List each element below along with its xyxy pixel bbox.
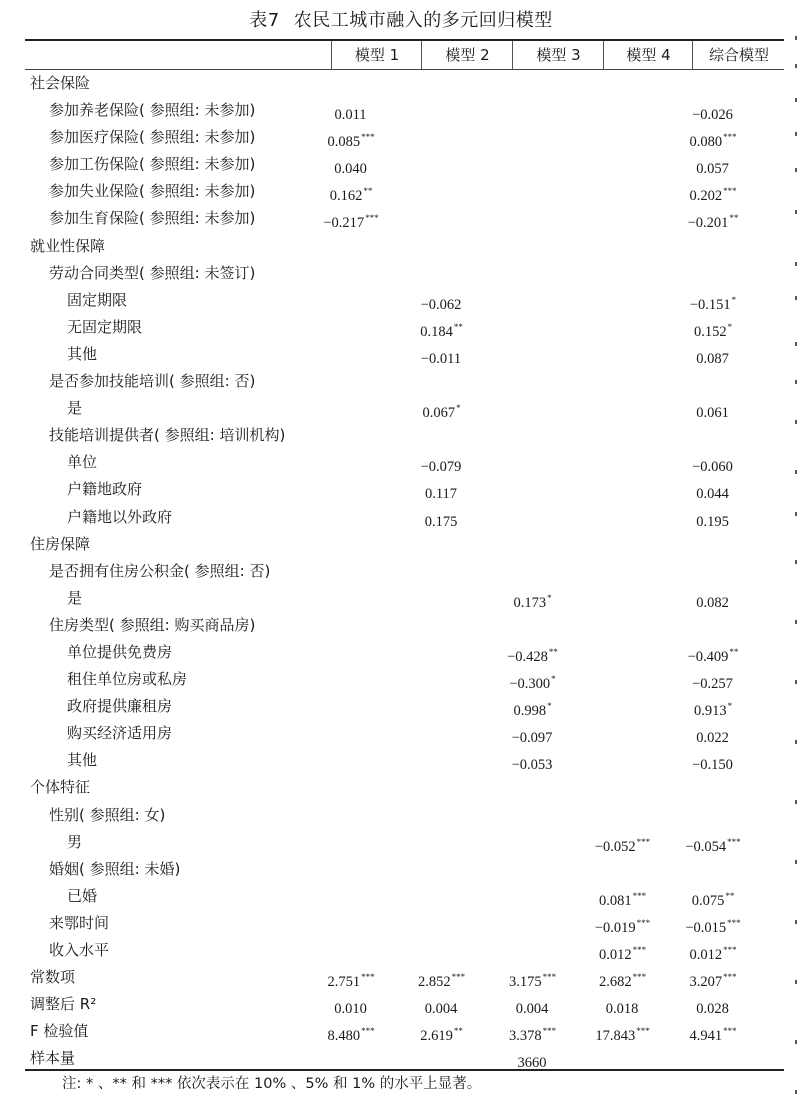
table-row <box>25 720 784 747</box>
table-row <box>25 70 784 97</box>
significance-marker: *** <box>632 890 647 901</box>
table-row <box>25 585 784 612</box>
coefficient-value: 2.682 <box>598 974 632 991</box>
coefficient-value: 0.202 <box>689 188 723 205</box>
significance-marker: *** <box>632 972 647 983</box>
coefficient-value: 3660 <box>517 1055 547 1072</box>
coefficient-cell <box>488 1045 578 1077</box>
coefficient-value: −0.257 <box>692 676 733 693</box>
significance-marker: *** <box>365 213 379 224</box>
significance-marker: *** <box>361 132 375 143</box>
row-label: 购买经济适用房 <box>67 724 173 743</box>
significance-marker: ** <box>725 890 735 901</box>
coefficient-value: 0.081 <box>598 892 632 909</box>
coefficient-value: 0.998 <box>513 703 547 720</box>
table-row <box>25 666 784 693</box>
row-group-label: F 检验值 <box>30 1022 89 1041</box>
significance-marker: *** <box>451 972 466 983</box>
row-label: 无固定期限 <box>67 317 143 336</box>
coefficient-value: 0.085 <box>327 134 361 151</box>
coefficient-value: −0.151 <box>689 296 731 313</box>
coefficient-value: 2.619 <box>420 1028 453 1045</box>
row-label: 已婚 <box>67 886 98 905</box>
coefficient-value: −0.011 <box>420 350 462 367</box>
row-label: 来鄂时间 <box>49 913 110 932</box>
row-label: 是否拥有住房公积金( 参照组: 否) <box>49 561 271 580</box>
significance-marker: *** <box>542 1026 557 1037</box>
table-row <box>25 287 784 314</box>
coefficient-value: −0.053 <box>511 757 553 774</box>
table-row <box>25 368 784 395</box>
coefficient-value: −0.217 <box>323 215 365 232</box>
table-caption: 农民工城市融入的多元回归模型 <box>293 10 553 31</box>
row-label: 户籍地政府 <box>67 480 143 499</box>
coefficient-value: −0.054 <box>685 838 727 855</box>
coefficient-cell <box>578 1045 668 1077</box>
coefficient-value: 0.012 <box>689 947 723 963</box>
row-group-label: 住房保障 <box>30 534 91 553</box>
table-row <box>25 260 784 287</box>
table-row <box>25 1018 784 1045</box>
row-group-label: 样本量 <box>30 1049 76 1068</box>
table-row <box>25 558 784 585</box>
table-row <box>25 747 784 774</box>
coefficient-value: 0.117 <box>424 486 458 503</box>
row-label: 是 <box>67 588 83 607</box>
table-row <box>25 964 784 991</box>
coefficient-value: −0.060 <box>692 459 733 476</box>
coefficient-value: −0.150 <box>692 757 733 774</box>
coefficient-value: 8.480 <box>327 1028 361 1045</box>
table-row <box>25 612 784 639</box>
row-label: 固定期限 <box>67 290 128 309</box>
row-label: 参加养老保险( 参照组: 未参加) <box>49 101 256 120</box>
significance-marker: ** <box>548 646 558 657</box>
significance-marker: *** <box>727 917 741 928</box>
table-row <box>25 829 784 856</box>
table-header-row <box>25 39 784 70</box>
significance-marker: *** <box>723 972 737 983</box>
coefficient-value: 0.075 <box>691 892 725 909</box>
coefficient-value: 2.751 <box>327 974 361 991</box>
row-label: 参加工伤保险( 参照组: 未参加) <box>49 155 256 174</box>
row-label: 参加医疗保险( 参照组: 未参加) <box>49 128 256 147</box>
significance-marker: * <box>547 592 552 603</box>
significance-marker: *** <box>542 972 557 983</box>
table-row <box>25 883 784 910</box>
significance-marker: *** <box>636 1026 650 1037</box>
significance-marker: *** <box>723 945 737 955</box>
coefficient-value: 0.173 <box>513 594 547 611</box>
significance-marker: *** <box>361 972 375 983</box>
row-group-label: 个体特征 <box>30 778 91 797</box>
table-row <box>25 531 784 558</box>
table-row <box>25 151 784 178</box>
row-label: 其他 <box>67 344 98 363</box>
table-row <box>25 395 784 422</box>
row-label: 是 <box>67 399 83 418</box>
coefficient-value: −0.026 <box>692 107 733 124</box>
table-row <box>25 991 784 1018</box>
coefficient-value: 0.057 <box>696 161 729 178</box>
table-row <box>25 774 784 801</box>
table-row <box>25 178 784 205</box>
row-label: 男 <box>67 832 83 851</box>
coefficient-value: −0.409 <box>687 648 729 665</box>
table-row <box>25 802 784 829</box>
significance-marker: *** <box>361 1026 375 1037</box>
table-row <box>25 341 784 368</box>
row-label: 其他 <box>67 751 98 770</box>
significance-marker: * <box>727 701 733 712</box>
coefficient-value: 3.207 <box>689 974 723 991</box>
coefficient-value: −0.428 <box>507 648 548 665</box>
coefficient-cell <box>668 1045 758 1077</box>
coefficient-value: 0.913 <box>693 703 727 720</box>
coefficient-value: 0.087 <box>696 350 729 367</box>
row-label: 单位 <box>67 453 98 472</box>
table-row <box>25 205 784 232</box>
table-body <box>25 70 784 1072</box>
table-row <box>25 233 784 260</box>
table-row <box>25 504 784 531</box>
significance-marker: *** <box>723 132 737 143</box>
regression-table <box>25 39 784 1072</box>
row-group-label: 调整后 R² <box>30 995 97 1014</box>
coefficient-value: −0.052 <box>594 838 636 855</box>
table-row <box>25 639 784 666</box>
significance-marker: * <box>727 321 733 332</box>
row-label: 租住单位房或私房 <box>67 670 188 689</box>
coefficient-value: −0.079 <box>420 459 462 476</box>
significance-marker: *** <box>723 186 737 197</box>
table-title <box>0 6 802 32</box>
coefficient-value: 0.018 <box>605 1001 639 1018</box>
coefficient-value: 0.004 <box>424 1001 458 1018</box>
row-label: 户籍地以外政府 <box>67 507 173 526</box>
significance-marker: ** <box>453 1026 463 1037</box>
column-header-model-3: 模型 3 <box>512 41 604 69</box>
coefficient-value: −0.097 <box>511 730 553 747</box>
coefficient-value: −0.015 <box>685 919 727 936</box>
row-label: 技能培训提供者( 参照组: 培训机构) <box>49 426 286 445</box>
significance-marker: ** <box>453 321 463 332</box>
significance-marker: * <box>731 294 737 305</box>
coefficient-value: 3.175 <box>508 974 542 991</box>
table-row <box>25 910 784 937</box>
row-group-label: 常数项 <box>30 968 76 987</box>
significance-marker: *** <box>723 1026 737 1037</box>
row-label: 性别( 参照组: 女) <box>49 805 166 824</box>
column-header-model-4: 模型 4 <box>603 41 693 69</box>
coefficient-value: 17.843 <box>595 1028 636 1045</box>
coefficient-value: 0.004 <box>515 1001 549 1018</box>
significance-marker: * <box>551 674 556 685</box>
coefficient-value: 0.082 <box>696 594 729 611</box>
row-label: 婚姻( 参照组: 未婚) <box>49 859 181 878</box>
coefficient-value: 0.175 <box>424 513 458 530</box>
column-header-model-1: 模型 1 <box>331 41 422 69</box>
coefficient-value: 0.080 <box>689 134 723 151</box>
significance-marker: * <box>456 403 461 414</box>
table-row <box>25 856 784 883</box>
row-label: 参加生育保险( 参照组: 未参加) <box>49 209 256 228</box>
row-group-label: 社会保险 <box>30 74 91 92</box>
column-header-combined-model: 综合模型 <box>692 41 785 69</box>
table-row <box>25 449 784 476</box>
table-row <box>25 124 784 151</box>
coefficient-value: 0.011 <box>334 107 367 124</box>
coefficient-value: 0.162 <box>329 188 363 205</box>
coefficient-value: 0.184 <box>420 323 453 340</box>
table-row <box>25 937 784 964</box>
coefficient-value: 0.152 <box>693 323 727 340</box>
table-row <box>25 693 784 720</box>
coefficient-value: 0.061 <box>696 405 729 422</box>
coefficient-value: 3.378 <box>508 1028 542 1045</box>
coefficient-value: 0.195 <box>696 513 729 530</box>
significance-marker: ** <box>363 186 373 197</box>
significance-marker: ** <box>729 646 739 657</box>
coefficient-value: −0.300 <box>509 676 551 693</box>
coefficient-value: 0.067 <box>422 405 456 422</box>
coefficient-value: 0.022 <box>696 730 729 747</box>
table-row <box>25 476 784 503</box>
coefficient-value: −0.201 <box>687 215 729 232</box>
table-row <box>25 422 784 449</box>
row-label: 政府提供廉租房 <box>67 697 173 716</box>
table-note: 注: * 、** 和 *** 依次表示在 10% 、5% 和 1% 的水平上显著。 <box>62 1076 482 1092</box>
significance-marker: * <box>547 701 552 712</box>
row-label: 住房类型( 参照组: 购买商品房) <box>49 615 256 634</box>
significance-marker: *** <box>636 836 651 847</box>
column-header-model-2: 模型 2 <box>421 41 513 69</box>
row-label: 单位提供免费房 <box>67 642 173 661</box>
significance-marker: ** <box>729 213 739 224</box>
coefficient-value: 0.044 <box>696 486 729 503</box>
coefficient-value: 0.040 <box>334 161 367 178</box>
table-row <box>25 97 784 124</box>
adjacent-page-edge <box>792 0 802 1103</box>
coefficient-value: 4.941 <box>689 1028 723 1045</box>
coefficient-value: 2.852 <box>417 974 451 991</box>
significance-marker: *** <box>636 917 651 928</box>
row-label: 收入水平 <box>49 941 110 959</box>
coefficient-value: 0.012 <box>598 947 632 963</box>
coefficient-value: −0.019 <box>594 919 636 936</box>
table-bottom-rule <box>25 1069 784 1071</box>
row-label: 是否参加技能培训( 参照组: 否) <box>49 372 256 391</box>
row-group-label: 就业性保障 <box>30 236 106 255</box>
coefficient-value: 0.010 <box>334 1001 367 1018</box>
significance-marker: *** <box>727 836 741 847</box>
row-label: 参加失业保险( 参照组: 未参加) <box>49 182 256 201</box>
coefficient-value: 0.028 <box>696 1001 729 1018</box>
row-label: 劳动合同类型( 参照组: 未签订) <box>49 263 256 282</box>
coefficient-value: −0.062 <box>420 296 462 313</box>
table-number: 表7 <box>249 10 280 31</box>
significance-marker: *** <box>632 945 647 955</box>
table-row <box>25 314 784 341</box>
